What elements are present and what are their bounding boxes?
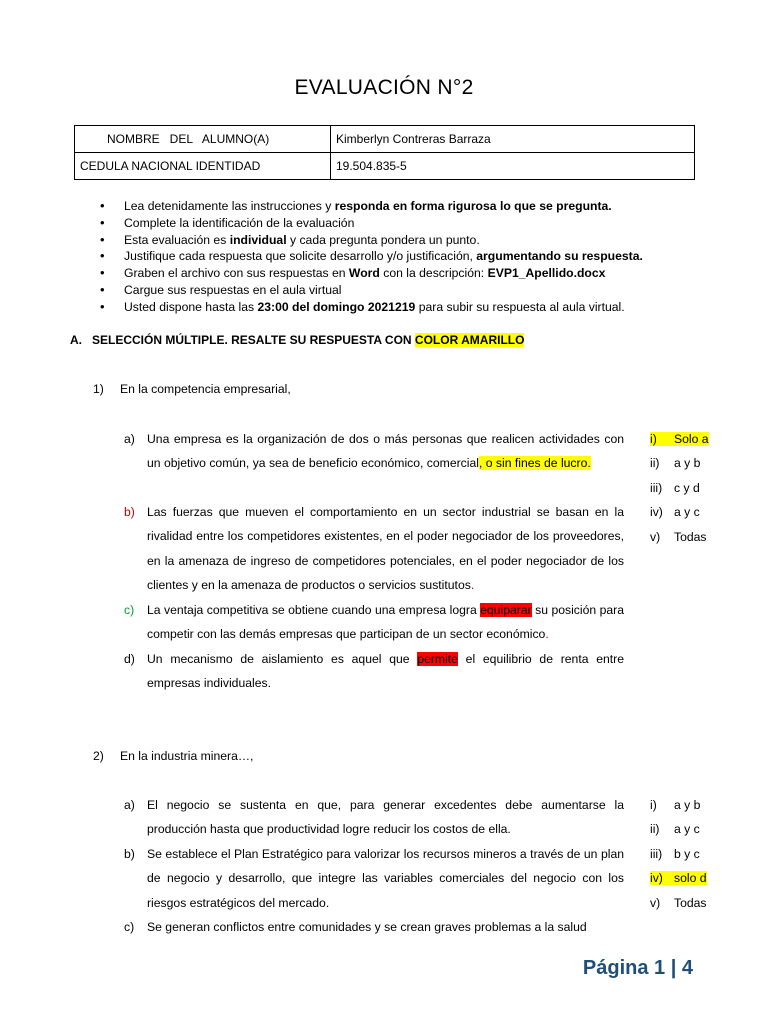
highlighted-text: permite <box>417 652 458 666</box>
instruction-item: • Complete la identificación de la evaluación <box>100 215 643 232</box>
page-title: EVALUACIÓN N°2 <box>294 76 474 99</box>
q1-item-c: c) La ventaja competitiva se obtiene cuando una empresa logra equiparar su posición para competir con las demás empresas que participan de un sector económico. <box>124 603 624 642</box>
table-row <box>75 153 695 180</box>
q1-item-b: b) Las fuerzas que mueven el comportamiento en un sector industrial se basan en la rivalidad entre los competidores existentes, en el poder negociador de los proveedores, en la amenaza de ingreso de competidores potenciales, en el poder negociador de los clientes y en la amenaza de productos o servicios sustitutos. <box>124 505 624 593</box>
option-item: ii) a y b <box>650 456 701 471</box>
highlighted-text: COLOR AMARILLO <box>414 333 525 347</box>
option-item: iv) solo d <box>650 871 707 886</box>
q1-item-a: a) Una empresa es la organización de dos o más personas que realicen actividades con un objetivo común, ya sea de beneficio económico, comercial, o sin fines de lucro. <box>124 432 624 471</box>
option-item: iii) b y c <box>650 846 700 861</box>
instruction-item: • Lea detenidamente las instrucciones y responda en forma rigurosa lo que se pregunta. <box>100 198 643 215</box>
option-item: iii) c y d <box>650 480 700 495</box>
q2-item-b: b) Se establece el Plan Estratégico para valorizar los recursos mineros a través de un plan de negocio y desarrollo, que integre las variables comerciales del negocio con los riesgos estratégicos del mercado. <box>124 847 624 910</box>
option-item: i) Solo a <box>650 432 709 446</box>
section-a-heading: A. SELECCIÓN MÚLTIPLE. RESALTE SU RESPUESTA CON COLOR AMARILLO <box>70 333 525 347</box>
highlighted-text: equiparar <box>480 603 532 617</box>
student-name-value: Kimberlyn Contreras Barraza <box>331 126 695 153</box>
question-2: 2) En la industria minera…, <box>93 749 254 763</box>
page-number-footer: Página 1 | 4 <box>582 957 693 979</box>
q1-item-d: d) Un mecanismo de aislamiento es aquel que permite el equilibrio de renta entre empresas individuales. <box>124 652 625 691</box>
q2-options <box>650 793 707 915</box>
student-id-table <box>74 125 695 180</box>
option-item: v) Todas <box>650 895 707 910</box>
id-number-value: 19.504.835-5 <box>331 153 695 180</box>
instructions-list <box>100 198 643 316</box>
q1-options <box>650 427 709 549</box>
id-number-label: CEDULA NACIONAL IDENTIDAD <box>75 153 331 180</box>
instruction-item: • Justifique cada respuesta que solicite desarrollo y/o justificación, argumentando su respuesta. <box>100 248 643 265</box>
instruction-item: • Graben el archivo con sus respuestas en Word con la descripción: EVP1_Apellido.docx <box>100 265 643 282</box>
instruction-item: • Cargue sus respuestas en el aula virtual <box>100 282 643 299</box>
option-item: iv) a y c <box>650 505 700 520</box>
question-1: 1) En la competencia empresarial, <box>93 382 291 396</box>
student-name-label: NOMBRE DEL ALUMNO(A) <box>75 126 331 153</box>
option-item: ii) a y c <box>650 822 700 837</box>
instruction-item: • Usted dispone hasta las 23:00 del domingo 2021219 para subir su respuesta al aula virtual. <box>100 299 643 316</box>
instruction-item: • Esta evaluación es individual y cada pregunta pondera un punto. <box>100 232 643 249</box>
option-item: i) a y b <box>650 798 701 812</box>
q2-item-a: a) El negocio se sustenta en que, para generar excedentes debe aumentarse la producción hasta que productividad logre reducir los costos de ella. <box>124 798 624 837</box>
option-item: v) Todas <box>650 529 707 544</box>
q2-item-c: c) Se generan conflictos entre comunidades y se crean graves problemas a la salud <box>124 920 587 934</box>
table-row <box>75 126 695 153</box>
highlighted-text: , o sin fines de lucro. <box>478 456 591 471</box>
